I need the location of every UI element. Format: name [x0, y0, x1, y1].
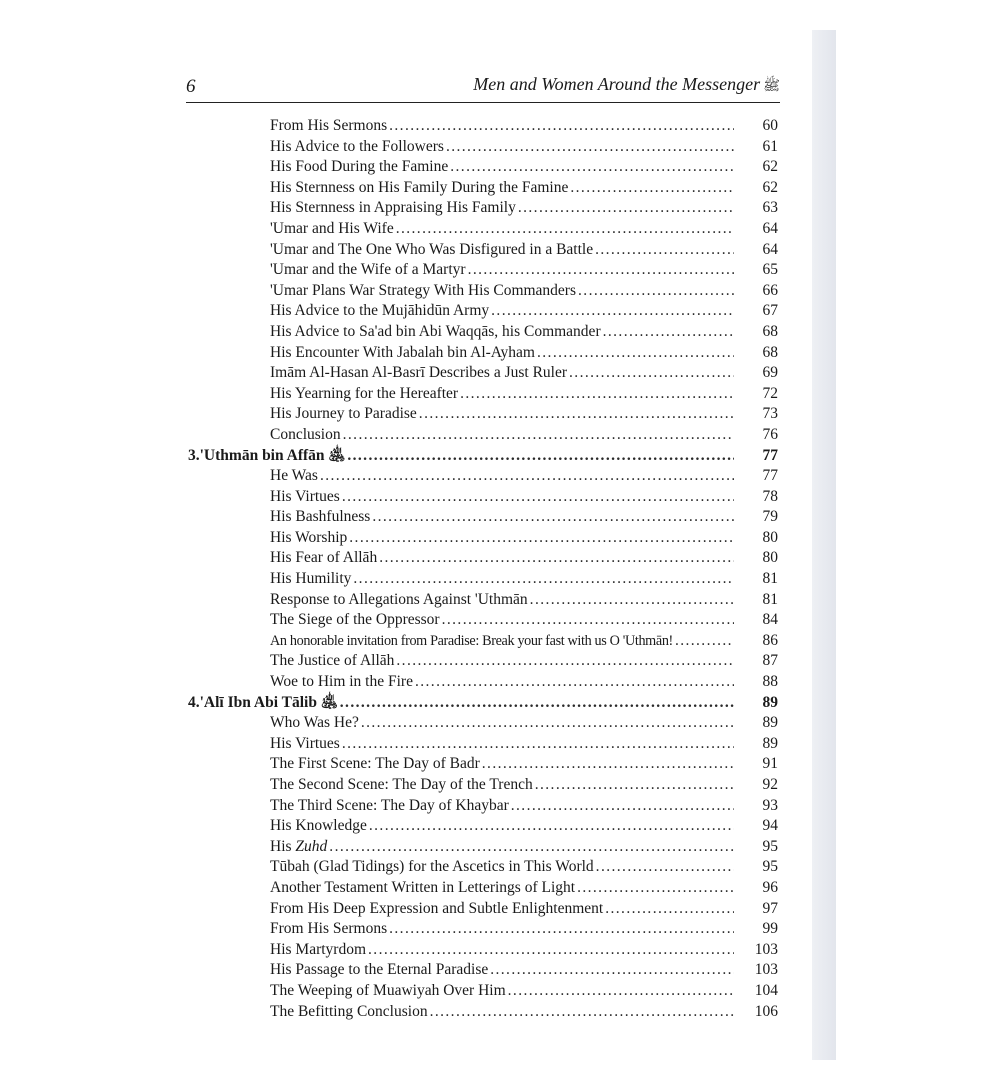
toc-entry	[186, 816, 786, 837]
dot-leader	[329, 837, 734, 858]
toc-entry	[186, 260, 786, 281]
toc-entry	[186, 878, 786, 899]
toc-entry	[186, 281, 786, 302]
dot-leader	[372, 507, 734, 528]
toc-entry	[186, 363, 786, 384]
toc-entry-title: His Food During the Famine	[270, 158, 449, 176]
toc-page-number: 68	[762, 322, 778, 340]
toc-entry	[186, 343, 786, 364]
toc-entry-title: His Passage to the Eternal Paradise	[270, 961, 489, 979]
toc-entry-title: 'Uthmān bin Affān ﵁	[199, 446, 346, 464]
dot-leader	[389, 116, 734, 137]
toc-page-number: 73	[762, 405, 778, 423]
toc-entry-title: His Advice to Sa'ad bin Abi Waqqās, his Commander	[270, 322, 601, 340]
dot-leader	[570, 178, 734, 199]
toc-page-number: 79	[762, 508, 778, 526]
running-title	[473, 74, 780, 97]
toc-entry-title: His Fear of Allāh	[270, 549, 378, 567]
toc-entry	[186, 507, 786, 528]
toc-page-number: 87	[762, 652, 778, 670]
dot-leader	[490, 960, 734, 981]
toc-entry-title: The Befitting Conclusion	[270, 1002, 428, 1020]
toc-page-number: 96	[762, 878, 778, 896]
toc-page-number: 89	[762, 693, 778, 711]
toc-page-number: 67	[762, 302, 778, 320]
dot-leader	[342, 734, 734, 755]
toc-entry	[186, 837, 786, 858]
dot-leader	[511, 796, 734, 817]
toc-chapter-entry	[186, 693, 786, 714]
toc-entry-title: His Worship	[270, 528, 348, 546]
toc-entry	[186, 796, 786, 817]
toc-page-number: 78	[762, 487, 778, 505]
toc-page-number: 88	[762, 673, 778, 691]
dot-leader	[535, 775, 734, 796]
toc-entry	[186, 899, 786, 920]
toc-entry	[186, 981, 786, 1002]
dot-leader	[603, 322, 734, 343]
toc-entry	[186, 672, 786, 693]
page-edge-shadow	[812, 30, 836, 1060]
toc-entry-title: Imām Al-Hasan Al-Basrī Describes a Just Ruler	[270, 364, 568, 382]
toc-entry	[186, 487, 786, 508]
toc-entry-title: His Humility	[270, 570, 352, 588]
toc-entry-title: His Yearning for the Hereafter	[270, 384, 459, 402]
toc-entry	[186, 322, 786, 343]
toc-entry-title: He Was	[270, 467, 318, 485]
dot-leader	[450, 157, 734, 178]
toc-page-number: 89	[762, 734, 778, 752]
dot-leader	[577, 878, 734, 899]
dot-leader	[446, 137, 734, 158]
toc-entry	[186, 301, 786, 322]
dot-leader	[491, 301, 734, 322]
toc-entry-title: Another Testament Written in Letterings of Light	[270, 878, 576, 896]
dot-leader	[379, 548, 734, 569]
toc-entry-title: His Encounter With Jabalah bin Al-Ayham	[270, 343, 535, 361]
dot-leader	[419, 404, 734, 425]
toc-entry-title: The First Scene: The Day of Badr	[270, 755, 480, 773]
toc-entry	[186, 466, 786, 487]
toc-entry-title: Response to Allegations Against 'Uthmān	[270, 590, 528, 608]
toc-entry	[186, 610, 786, 631]
dot-leader	[569, 363, 734, 384]
dot-leader	[460, 384, 734, 405]
table-of-contents	[186, 116, 786, 1022]
toc-entry	[186, 940, 786, 961]
toc-page-number: 99	[762, 920, 778, 938]
page-header	[186, 70, 780, 103]
dot-leader	[349, 528, 734, 549]
chapter-number: 4.	[188, 693, 200, 711]
toc-entry	[186, 590, 786, 611]
toc-entry	[186, 137, 786, 158]
toc-entry-title: His Journey to Paradise	[270, 405, 417, 423]
dot-leader	[578, 281, 734, 302]
toc-entry-title: Tūbah (Glad Tidings) for the Ascetics in This World	[270, 858, 594, 876]
toc-page-number: 89	[762, 714, 778, 732]
toc-page-number: 81	[762, 570, 778, 588]
toc-page-number: 91	[762, 755, 778, 773]
toc-page-number: 77	[762, 467, 778, 485]
toc-entry	[186, 425, 786, 446]
toc-entry-title: His Martyrdom	[270, 940, 367, 958]
toc-entry-title: Who Was He?	[270, 714, 359, 732]
toc-entry-title: From His Sermons	[270, 117, 388, 134]
toc-entry	[186, 960, 786, 981]
dot-leader	[396, 651, 734, 672]
toc-entry	[186, 404, 786, 425]
seal-icon: ﷺ	[763, 79, 780, 94]
dot-leader	[675, 631, 734, 652]
toc-entry-title: His Virtues	[270, 734, 340, 752]
toc-page-number: 81	[762, 590, 778, 608]
toc-entry	[186, 754, 786, 775]
dot-leader	[468, 260, 734, 281]
toc-entry-title: 'Umar Plans War Strategy With His Commanders	[270, 281, 577, 299]
dot-leader	[342, 487, 734, 508]
toc-page-number: 80	[762, 549, 778, 567]
dot-leader	[596, 857, 734, 878]
dot-leader	[537, 343, 734, 364]
toc-page-number: 106	[754, 1002, 778, 1020]
toc-entry-title: His Zuhd	[270, 837, 328, 855]
toc-page-number: 95	[762, 837, 778, 855]
toc-entry	[186, 116, 786, 137]
toc-entry-title: His Knowledge	[270, 817, 367, 835]
toc-page-number: 93	[762, 796, 778, 814]
toc-page-number: 62	[762, 158, 778, 176]
toc-entry-title: His Advice to the Followers	[270, 137, 444, 155]
running-title-text: Men and Women Around the Messenger	[473, 74, 761, 94]
toc-page-number: 77	[762, 446, 778, 464]
toc-entry-title: The Siege of the Oppressor	[270, 611, 440, 629]
dot-leader	[361, 713, 734, 734]
dot-leader	[389, 919, 734, 940]
toc-entry-title: From His Sermons	[270, 920, 388, 938]
toc-entry	[186, 240, 786, 261]
toc-page-number: 104	[754, 981, 778, 999]
toc-entry	[186, 857, 786, 878]
toc-page-number: 92	[762, 776, 778, 793]
toc-page-number: 66	[762, 281, 778, 299]
toc-page-number: 94	[762, 817, 778, 835]
toc-entry	[186, 651, 786, 672]
toc-entry-title: His Virtues	[270, 487, 340, 505]
toc-page-number: 80	[762, 528, 778, 546]
toc-entry-title: 'Umar and the Wife of a Martyr	[270, 261, 466, 279]
toc-entry	[186, 528, 786, 549]
toc-entry-title: 'Umar and The One Who Was Disfigured in a Battle	[270, 240, 594, 258]
dot-leader	[353, 569, 734, 590]
toc-entry	[186, 198, 786, 219]
toc-page-number: 86	[762, 631, 778, 649]
toc-page-number: 69	[762, 364, 778, 382]
toc-entry-title: His Advice to the Mujāhidūn Army	[270, 302, 490, 320]
toc-page-number: 60	[762, 117, 778, 134]
toc-page-number: 64	[762, 240, 778, 258]
dot-leader	[530, 590, 734, 611]
toc-page-number: 72	[762, 384, 778, 402]
toc-page-number: 61	[762, 137, 778, 155]
toc-page-number: 63	[762, 199, 778, 217]
dot-leader	[415, 672, 734, 693]
page-number: 6	[186, 76, 196, 97]
dot-leader	[595, 240, 734, 261]
toc-entry	[186, 1002, 786, 1023]
toc-entry	[186, 548, 786, 569]
dot-leader	[347, 446, 734, 467]
toc-page-number: 95	[762, 858, 778, 876]
dot-leader	[343, 425, 734, 446]
toc-entry-title: An honorable invitation from Paradise: Break your fast with us O 'Uthmān!	[270, 632, 673, 649]
toc-entry-title: The Second Scene: The Day of the Trench	[270, 776, 533, 793]
toc-entry	[186, 775, 786, 796]
dot-leader	[482, 754, 734, 775]
toc-entry	[186, 569, 786, 590]
toc-entry-title: His Sternness in Appraising His Family	[270, 199, 516, 217]
toc-entry	[186, 631, 786, 652]
toc-page-number: 97	[762, 899, 778, 917]
toc-page-number: 103	[754, 961, 778, 979]
toc-entry-title: The Third Scene: The Day of Khaybar	[270, 796, 509, 814]
dot-leader	[605, 899, 734, 920]
dot-leader	[368, 940, 734, 961]
toc-entry-title: The Justice of Allāh	[270, 652, 395, 670]
toc-entry-title: The Weeping of Muawiyah Over Him	[270, 981, 506, 999]
toc-entry-title: His Bashfulness	[270, 508, 371, 526]
toc-entry	[186, 713, 786, 734]
dot-leader	[340, 693, 734, 714]
toc-entry	[186, 219, 786, 240]
toc-chapter-entry	[186, 446, 786, 467]
toc-entry	[186, 734, 786, 755]
toc-page-number: 103	[754, 940, 778, 958]
dot-leader	[320, 466, 734, 487]
toc-entry-title: Conclusion	[270, 425, 341, 443]
toc-page-number: 64	[762, 219, 778, 237]
dot-leader	[508, 981, 734, 1002]
toc-page-number: 84	[762, 611, 778, 629]
chapter-number: 3.	[188, 446, 200, 464]
toc-entry	[186, 919, 786, 940]
toc-page-number: 68	[762, 343, 778, 361]
toc-entry	[186, 157, 786, 178]
toc-entry-title: From His Deep Expression and Subtle Enlightenment	[270, 899, 604, 917]
toc-entry-title: 'Alī Ibn Abi Tālib ﵁	[199, 693, 338, 711]
toc-entry-title: His Sternness on His Family During the Famine	[270, 178, 569, 196]
dot-leader	[396, 219, 734, 240]
dot-leader	[442, 610, 734, 631]
toc-entry-title: Woe to Him in the Fire	[270, 673, 413, 691]
toc-entry	[186, 384, 786, 405]
dot-leader	[369, 816, 734, 837]
toc-page-number: 62	[762, 178, 778, 196]
dot-leader	[518, 198, 734, 219]
toc-page-number: 65	[762, 261, 778, 279]
toc-page-number: 76	[762, 425, 778, 443]
toc-entry	[186, 178, 786, 199]
toc-entry-title: 'Umar and His Wife	[270, 219, 394, 237]
dot-leader	[430, 1002, 734, 1023]
